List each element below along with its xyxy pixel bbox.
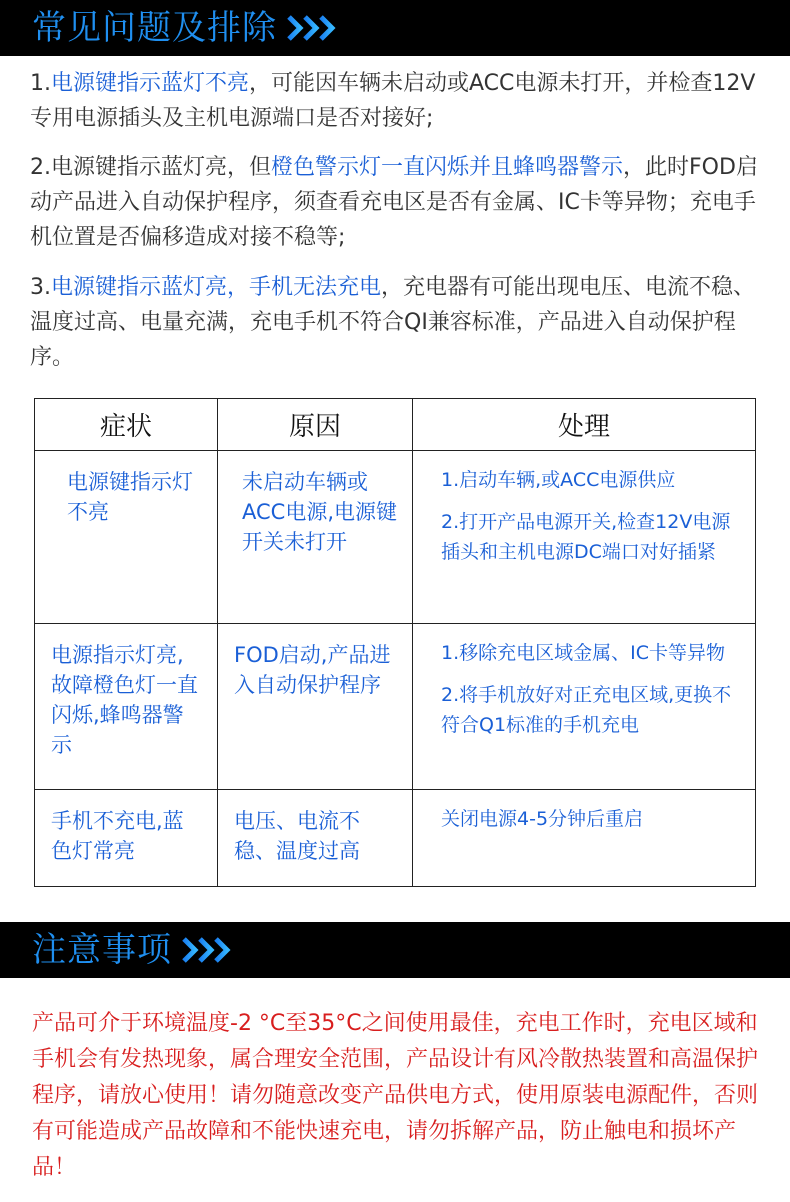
troubleshooting-table <box>34 398 756 887</box>
item-text: ，充电器有可能出现电压、电流不稳、温度过高、电量充满，充电手机不符合QI兼容标准，产品进入自动保护程序。 <box>30 275 756 370</box>
symptom-cell: 电源指示灯亮,故障橙色灯一直闪烁,蜂鸣器警示 <box>35 624 218 790</box>
section-title: 注意事项 <box>32 930 172 970</box>
triple-chevron-right-icon <box>182 922 234 978</box>
section-header-notes <box>0 922 790 978</box>
action-cell <box>413 790 756 887</box>
item-highlight: 电源键指示蓝灯不亮 <box>51 71 250 96</box>
item-number: 2. <box>30 155 51 180</box>
faq-item-1 <box>30 66 760 136</box>
item-highlight: 橙色警示灯一直闪烁并且蜂鸣器警示 <box>271 155 624 180</box>
symptom-cell: 电源键指示灯不亮 <box>35 451 218 624</box>
cause-cell: 电压、电流不稳、温度过高 <box>218 790 413 887</box>
table-row <box>35 790 756 887</box>
notice-text: 产品可介于环境温度-2 °C至35°C之间使用最佳，充电工作时，充电区域和手机会有发热现象，属合理安全范围，产品设计有风冷散热装置和高温保护程序，请放心使用！请勿随意改变产品供电方式，使用原装电源配件，否则有可能造成产品故障和不能快速充电，请勿拆解产品，防止触电和损坏产品！ <box>32 1011 759 1180</box>
item-text: ，此时FOD启动产品进入自动保护程序，须查看充电区是否有金属、IC卡等异物；充电手机位置是否偏移造成对接不稳等; <box>30 155 758 250</box>
faq-item-3 <box>30 270 760 375</box>
item-number: 3. <box>30 275 51 300</box>
symptom-cell: 手机不充电,蓝色灯常亮 <box>35 790 218 887</box>
header-symptom: 症状 <box>35 399 218 451</box>
action-step: 1.启动车辆,或ACC电源供应 <box>441 469 676 491</box>
item-number: 1. <box>30 71 51 96</box>
action-cell <box>413 624 756 790</box>
cause-cell: 未启动车辆或ACC电源,电源键开关未打开 <box>218 451 413 624</box>
action-step: 关闭电源4-5分钟后重启 <box>441 808 644 830</box>
action-cell <box>413 451 756 624</box>
section-title: 常见问题及排除 <box>32 8 277 48</box>
header-action: 处理 <box>413 399 756 451</box>
table-header-row <box>35 399 756 451</box>
action-step: 2.将手机放好对正充电区域,更换不符合Q1标准的手机充电 <box>441 684 732 736</box>
table-row <box>35 451 756 624</box>
item-text-prefix: 电源键指示蓝灯亮，但 <box>51 155 272 180</box>
cause-cell: FOD启动,产品进入自动保护程序 <box>218 624 413 790</box>
action-step: 2.打开产品电源开关,检查12V电源插头和主机电源DC端口对好插紧 <box>441 511 731 563</box>
faq-item-2 <box>30 150 760 255</box>
header-cause: 原因 <box>218 399 413 451</box>
item-text: ，可能因车辆未启动或ACC电源未打开，并检查12V专用电源插头及主机电源端口是否对接好; <box>30 71 756 131</box>
section-header-troubleshooting <box>0 0 790 56</box>
triple-chevron-right-icon <box>287 0 339 56</box>
action-step: 1.移除充电区域金属、IC卡等异物 <box>441 642 725 664</box>
item-highlight: 电源键指示蓝灯亮，手机无法充电 <box>51 275 382 300</box>
table-row <box>35 624 756 790</box>
